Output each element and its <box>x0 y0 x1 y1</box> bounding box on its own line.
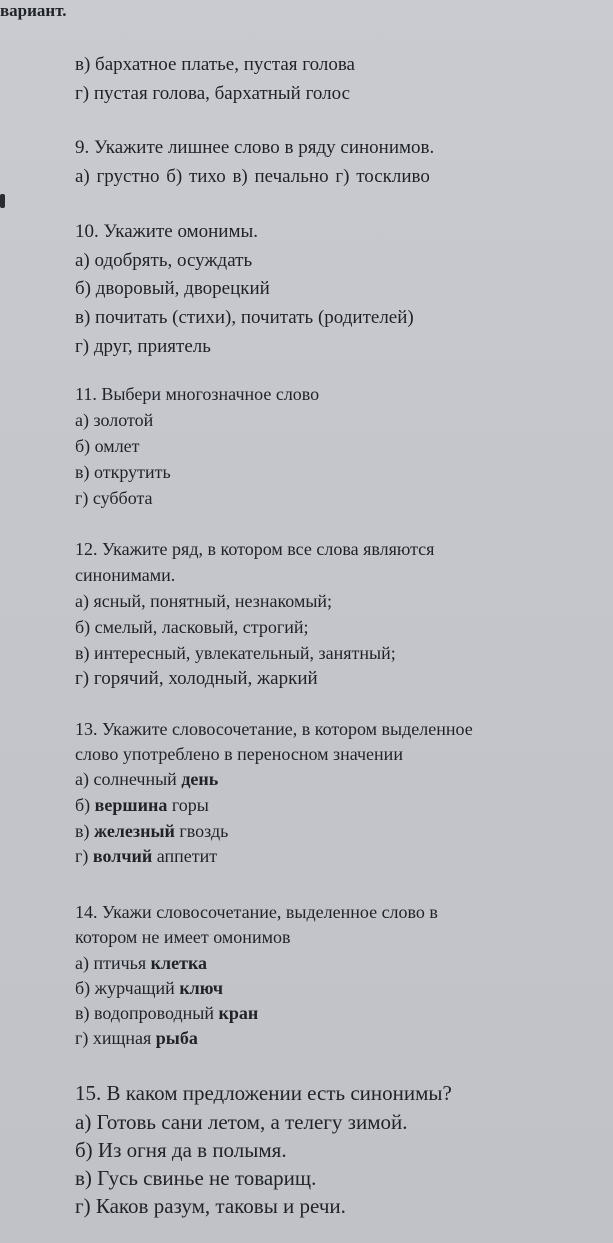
q8-option-g: г) пустая голова, бархатный голос <box>75 83 351 104</box>
q10-option-v: в) почитать (стихи), почитать (родителей) <box>75 307 414 328</box>
q12-option-v: в) интересный, увлекательный, занятный; <box>75 643 396 663</box>
q13-option-a: а) солнечный день <box>75 769 219 789</box>
q15-option-a: а) Готовь сани летом, а телегу зимой. <box>75 1110 408 1134</box>
q14-title-line1: 14. Укажи словосочетание, выделенное слово в <box>75 902 438 922</box>
q13-option-v: в) железный гвоздь <box>75 821 229 841</box>
q8-option-v: в) бархатное платье, пустая голова <box>75 54 355 75</box>
q10-option-b: б) дворовый, дворецкий <box>75 278 270 299</box>
q15-option-b: б) Из огня да в полымя. <box>75 1138 287 1162</box>
q14-option-b: б) журчащий ключ <box>75 978 224 998</box>
q15-option-g: г) Каков разум, таковы и речи. <box>75 1194 346 1218</box>
q9-title: 9. Укажите лишнее слово в ряду синонимов. <box>75 137 435 158</box>
q14-option-v: в) водопроводный кран <box>75 1003 259 1023</box>
q14-option-g: г) хищная рыба <box>75 1028 198 1048</box>
q12-title-line1: 12. Укажите ряд, в котором все слова являются <box>75 539 435 559</box>
q12-option-g: г) горячий, холодный, жаркий <box>75 668 318 689</box>
q15-title: 15. В каком предложении есть синонимы? <box>75 1081 452 1105</box>
q13-option-g: г) волчий аппетит <box>75 846 218 866</box>
q10-option-g: г) друг, приятель <box>75 336 211 357</box>
q15-option-v: в) Гусь свинье не товарищ. <box>75 1166 317 1190</box>
highlighted-word: ключ <box>179 978 224 998</box>
q11-option-b: б) омлет <box>75 436 140 456</box>
highlighted-word: кран <box>218 1003 259 1023</box>
q12-title-line2: синонимами. <box>75 565 176 585</box>
q11-option-g: г) суббота <box>75 488 153 508</box>
q14-option-a: а) птичья клетка <box>75 953 208 973</box>
q13-title-line2: слово употреблено в переносном значении <box>75 744 403 764</box>
q11-option-a: а) золотой <box>75 410 154 430</box>
q9-options: а) грустно б) тихо в) печально г) тоскливо <box>75 166 430 187</box>
highlighted-word: вершина <box>94 795 168 815</box>
header-word: вариант. <box>0 1 67 20</box>
highlighted-word: рыба <box>155 1028 198 1048</box>
q12-option-a: а) ясный, понятный, незнакомый; <box>75 591 333 611</box>
q10-option-a: а) одобрять, осуждать <box>75 250 253 271</box>
q12-option-b: б) смелый, ласковый, строгий; <box>75 617 309 637</box>
q13-title-line1: 13. Укажите словосочетание, в котором выделенное <box>75 719 473 739</box>
q11-title: 11. Выбери многозначное слово <box>75 384 320 404</box>
highlighted-word: клетка <box>150 953 208 973</box>
q10-title: 10. Укажите омонимы. <box>75 221 258 242</box>
q13-option-b: б) вершина горы <box>75 795 209 815</box>
highlighted-word: день <box>181 769 219 789</box>
margin-mark <box>0 194 5 208</box>
highlighted-word: волчий <box>92 846 153 866</box>
highlighted-word: железный <box>94 821 175 841</box>
q11-option-v: в) открутить <box>75 462 171 482</box>
q14-title-line2: котором не имеет омонимов <box>75 927 291 947</box>
